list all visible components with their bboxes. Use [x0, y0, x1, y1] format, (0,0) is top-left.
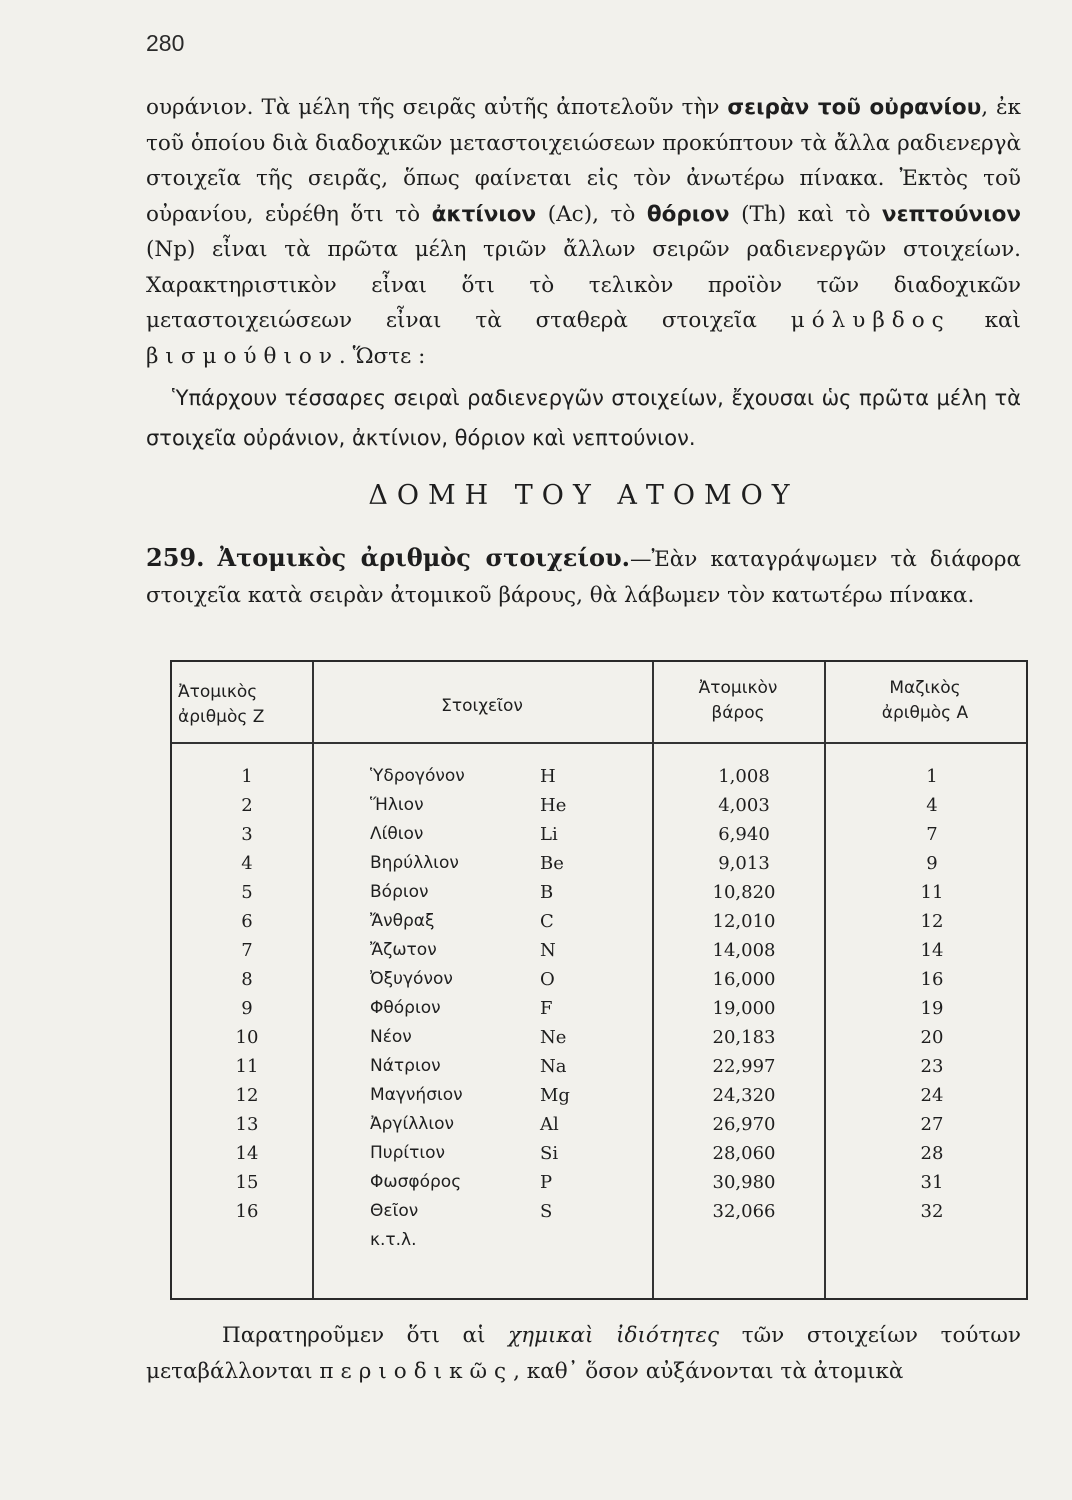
- cell-mass-number: 19: [920, 998, 944, 1019]
- cell-atomic-number: 2: [241, 795, 253, 816]
- cell-atomic-weight: 22,997: [712, 1056, 776, 1077]
- text-fragment: ουράνιον. Τὰ μέλη τῆς σειρᾶς αὐτῆς ἀποτελοῦν τὴν: [146, 95, 728, 120]
- cell-atomic-number: 11: [235, 1056, 259, 1077]
- header-line: ἀριθμὸς Z: [178, 707, 265, 727]
- cell-symbol: B: [540, 882, 554, 903]
- cell-mass-number: 23: [920, 1056, 944, 1077]
- cell-symbol: Na: [540, 1056, 567, 1077]
- text-fragment: τῶν στοιχείων τούτων μεταβάλλονται: [146, 1323, 1021, 1384]
- column-atomic-weight: [694, 762, 794, 1226]
- cell-element-name: Θεῖον: [370, 1201, 419, 1221]
- term-uranium-series: σειρὰν τοῦ οὐρανίου: [727, 95, 982, 120]
- text-fragment: (Ac), τὸ: [536, 201, 647, 227]
- text-fragment: (Np) εἶναι τὰ πρῶτα μέλη τριῶν ἄλλων σειρῶν ραδιενεργῶν στοιχείων. Χαρακτηριστικὸν εἶναι ὅτι τὸ τελικὸν προϊὸν τῶν διαδοχικῶν μεταστοιχειώσεων εἶναι τὰ σταθερὰ στοιχεῖα: [146, 237, 1021, 333]
- cell-atomic-weight: 14,008: [712, 940, 776, 961]
- column-divider: [312, 662, 314, 1298]
- page-number: 280: [146, 30, 185, 56]
- cell-element-name: Ἄνθραξ: [370, 911, 435, 931]
- section-title: Ἀτομικὸς ἀριθμὸς στοιχείου.: [217, 543, 630, 572]
- cell-atomic-weight: 20,183: [712, 1027, 776, 1048]
- cell-atomic-weight: 28,060: [712, 1143, 776, 1164]
- cell-atomic-number: 6: [241, 911, 253, 932]
- four-series-text: Ὑπάρχουν τέσσαρες σειραὶ ραδιενεργῶν στοιχείων, ἔχουσαι ὡς πρῶτα μέλη τὰ στοιχεῖα οὐράνιον, ἀκτίνιον, θόριον καὶ νεπτούνιον.: [146, 386, 1021, 450]
- cell-mass-number: 28: [920, 1143, 944, 1164]
- column-element-name: [370, 762, 520, 1255]
- cell-mass-number: 16: [920, 969, 944, 990]
- cell-symbol: Mg: [540, 1085, 570, 1106]
- cell-atomic-number: 14: [235, 1143, 259, 1164]
- cell-atomic-number: 12: [235, 1085, 259, 1106]
- text-fragment: καὶ: [950, 308, 1021, 333]
- section-heading: ΔΟΜΗ ΤΟΥ ΑΤΟΜΟΥ: [368, 480, 799, 511]
- cell-element-name: Βόριον: [370, 882, 429, 902]
- term-neptunium: νεπτούνιον: [881, 201, 1021, 227]
- cell-symbol: F: [540, 998, 553, 1019]
- header-line: βάρος: [711, 703, 765, 723]
- column-divider: [824, 662, 826, 1298]
- cell-mass-number: 1: [926, 766, 938, 787]
- cell-atomic-weight: 9,013: [718, 853, 770, 874]
- cell-symbol: H: [540, 766, 556, 787]
- cell-mass-number: 31: [920, 1172, 944, 1193]
- cell-symbol: C: [540, 911, 554, 932]
- column-symbol: [540, 762, 600, 1226]
- header-element: Στοιχεῖον: [441, 696, 523, 716]
- cell-atomic-number: 10: [235, 1027, 259, 1048]
- cell-mass-number: 27: [920, 1114, 944, 1135]
- cell-element-name: Πυρίτιον: [370, 1143, 446, 1163]
- header-line: Ἀτομικὸν: [698, 678, 778, 698]
- text-fragment: , καθ᾽ ὅσον αὐξάνονται τὰ ἀτομικὰ: [513, 1358, 904, 1384]
- cell-element-name: Φθόριον: [370, 998, 441, 1018]
- spaced-periodically: περιοδικῶς: [319, 1358, 514, 1384]
- text-fragment: Παρατηροῦμεν ὅτι αἱ: [222, 1323, 509, 1348]
- text-fragment: , ἐκ τοῦ ὁποίου διὰ διαδοχικῶν μεταστοιχειώσεων προκύπτουν τὰ ἄλλα ραδιενεργὰ στοιχεῖα τῆς σειρᾶς, ὅπως φαίνεται εἰς τὸν ἀνωτέρω πίνακα. Ἐκτὸς τοῦ οὐρανίου, εὑρέθη ὅτι τὸ: [146, 95, 1021, 227]
- cell-mass-number: 9: [926, 853, 938, 874]
- column-divider: [652, 662, 654, 1298]
- paragraph-uranium-series: [146, 90, 1021, 374]
- cell-atomic-number: 4: [241, 853, 253, 874]
- cell-atomic-weight: 10,820: [712, 882, 776, 903]
- cell-element-name: Ἄζωτον: [370, 940, 437, 960]
- cell-atomic-number: 7: [241, 940, 253, 961]
- cell-symbol: Si: [540, 1143, 559, 1164]
- header-line: Μαζικὸς: [889, 678, 961, 698]
- paragraph-periodicity: [146, 1318, 1021, 1389]
- cell-symbol: O: [540, 969, 555, 990]
- cell-symbol: N: [540, 940, 556, 961]
- cell-atomic-number: 16: [235, 1201, 259, 1222]
- cell-element-name: Νάτριον: [370, 1056, 441, 1076]
- cell-atomic-weight: 1,008: [718, 766, 770, 787]
- cell-element-name: Ἥλιον: [370, 795, 424, 815]
- cell-atomic-number: 1: [241, 766, 253, 787]
- cell-symbol: Be: [540, 853, 564, 874]
- cell-element-name: Ὀξυγόνον: [370, 969, 453, 989]
- cell-mass-number: 20: [920, 1027, 944, 1048]
- cell-element-name: Βηρύλλιον: [370, 853, 459, 873]
- cell-atomic-number: 9: [241, 998, 253, 1019]
- paragraph-four-series: [146, 378, 1021, 458]
- column-atomic-number: [227, 762, 267, 1226]
- cell-atomic-weight: 19,000: [712, 998, 776, 1019]
- cell-element-name: Λίθιον: [370, 824, 424, 844]
- cell-atomic-weight: 30,980: [712, 1172, 776, 1193]
- section-number: 259.: [146, 543, 205, 572]
- header-divider: [172, 742, 1026, 744]
- cell-atomic-weight: 32,066: [712, 1201, 776, 1222]
- cell-element-name: Ὑδρογόνον: [370, 766, 465, 786]
- term-thorium: θόριον: [646, 201, 730, 227]
- text-fragment: (Th) καὶ τὸ: [729, 201, 882, 227]
- header-line: ἀριθμὸς A: [881, 703, 969, 723]
- elements-table: [170, 660, 1028, 1300]
- header-atomic-weight: [652, 676, 824, 726]
- section-text: —Ἐὰν καταγράψωμεν τὰ διάφορα στοιχεῖα κατὰ σειρὰν ἀτομικοῦ βάρους, θὰ λάβωμεν τὸν κατωτέρω πίνακα.: [146, 547, 1021, 608]
- term-actinium: ἀκτίνιον: [431, 201, 537, 227]
- cell-mass-number: 14: [920, 940, 944, 961]
- cell-symbol: Ne: [540, 1027, 567, 1048]
- cell-symbol: He: [540, 795, 567, 816]
- cell-mass-number: 7: [926, 824, 938, 845]
- cell-atomic-weight: 12,010: [712, 911, 776, 932]
- spaced-bismuth: βισμούθιον: [146, 343, 339, 369]
- cell-mass-number: 24: [920, 1085, 944, 1106]
- cell-symbol: Al: [540, 1114, 559, 1135]
- cell-symbol: Li: [540, 824, 558, 845]
- cell-symbol: S: [540, 1201, 553, 1222]
- cell-atomic-number: 5: [241, 882, 253, 903]
- header-line: Ἀτομικὸς: [178, 682, 258, 702]
- cell-mass-number: 11: [920, 882, 944, 903]
- cell-atomic-weight: 16,000: [712, 969, 776, 990]
- cell-atomic-number: 8: [241, 969, 253, 990]
- cell-atomic-number: 13: [235, 1114, 259, 1135]
- cell-mass-number: 32: [920, 1201, 944, 1222]
- cell-element-name: Φωσφόρος: [370, 1172, 462, 1192]
- cell-element-name: Ἀργίλλιον: [370, 1114, 455, 1134]
- cell-element-name: κ.τ.λ.: [370, 1230, 417, 1250]
- cell-atomic-weight: 6,940: [718, 824, 770, 845]
- emphasis-chemical-properties: χημικαὶ ἰδιότητες: [508, 1323, 720, 1348]
- column-mass-number: [912, 762, 952, 1226]
- cell-element-name: Νέον: [370, 1027, 412, 1047]
- header-mass-number: [824, 676, 1026, 726]
- cell-atomic-number: 15: [235, 1172, 259, 1193]
- header-atomic-number: [178, 680, 298, 730]
- cell-atomic-weight: 4,003: [718, 795, 770, 816]
- cell-atomic-number: 3: [241, 824, 253, 845]
- paragraph-atomic-number: [146, 540, 1021, 613]
- cell-symbol: P: [540, 1172, 553, 1193]
- cell-mass-number: 12: [920, 911, 944, 932]
- cell-mass-number: 4: [926, 795, 938, 816]
- cell-element-name: Μαγνήσιον: [370, 1085, 463, 1105]
- cell-atomic-weight: 24,320: [712, 1085, 776, 1106]
- spaced-lead: μόλυβδος: [790, 308, 951, 333]
- cell-atomic-weight: 26,970: [712, 1114, 776, 1135]
- text-fragment: . Ὥστε :: [338, 343, 426, 369]
